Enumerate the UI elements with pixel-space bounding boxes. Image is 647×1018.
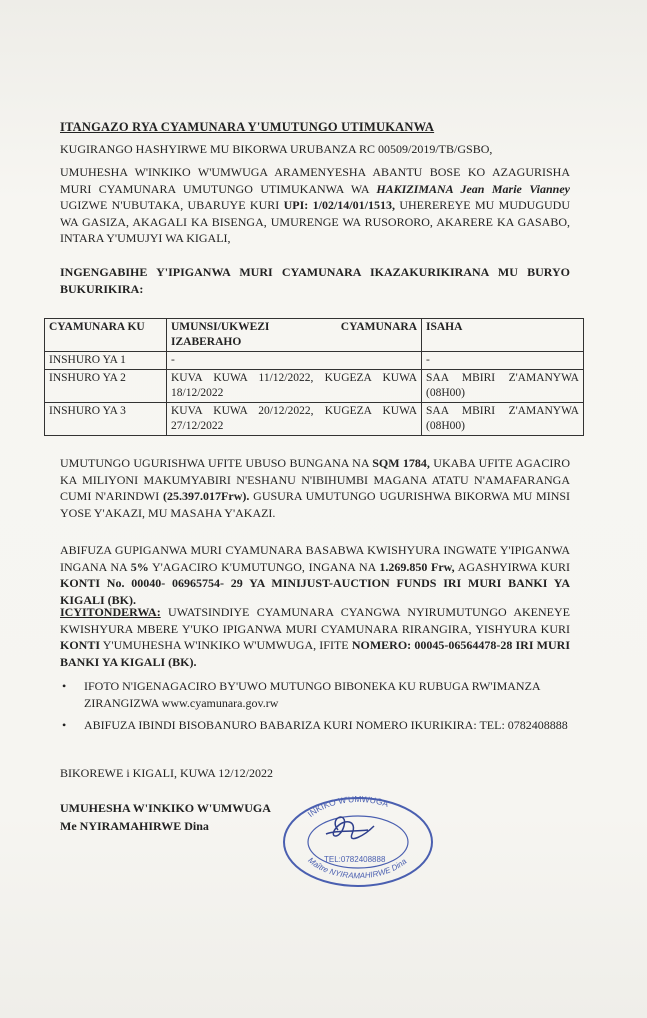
- table-cell: SAA MBIRI Z'AMANYWA (08H00): [422, 370, 584, 403]
- note-paragraph: [60, 604, 570, 670]
- stamp-top-text: INKIKO W'UMWUGA: [305, 793, 390, 820]
- col-header-date: UMUNSI/UKWEZI CYAMUNARA IZABERAHO: [167, 319, 422, 352]
- note-konti: KONTI: [60, 638, 101, 653]
- upi-number: UPI: 1/02/14/01/1513,: [283, 198, 395, 213]
- intro-text-1: UMUHESHA W'INKIKO W'UMWUGA ARAMENYESHA ABANTU BOSE KO AZAGURISHA MURI CYAMUNARA UMUTUNGO UTIMUKANWA WA: [60, 165, 570, 196]
- stamp-bottom-text: Maître NYIRAMAHIRWE Dina: [306, 855, 409, 881]
- place-and-date: BIKOREWE i KIGALI, KUWA 12/12/2022: [60, 766, 273, 780]
- intro-text-2: UGIZWE N'UBUTAKA, UBARUYE KURI: [60, 198, 280, 213]
- note-label: ICYITONDERWA:: [60, 605, 161, 619]
- list-item: • ABIFUZA IBINDI BISOBANURO BABARIZA KURI NOMERO IKURIKIRA: TEL: 0782408888: [60, 717, 580, 734]
- signatory-role: UMUHESHA W'INKIKO W'UMWUGA: [60, 801, 271, 815]
- deposit-amount: 1.269.850 Frw,: [379, 559, 455, 574]
- signatory-name: Me NYIRAMAHIRWE Dina: [60, 819, 209, 833]
- table-header-row: [45, 319, 584, 352]
- official-stamp: [278, 790, 438, 890]
- table-cell: INSHURO YA 1: [45, 352, 167, 370]
- col-header-auction: CYAMUNARA KU: [45, 319, 167, 352]
- property-text-1: UMUTUNGO UGURISHWA UFITE UBUSO BUNGANA NA: [60, 456, 369, 470]
- owner-name: HAKIZIMANA Jean Marie Vianney: [376, 181, 570, 196]
- deposit-percent: 5%: [130, 559, 149, 574]
- deposit-account: KONTI No. 00040- 06965754- 29 YA MINIJUST-AUCTION FUNDS IRI MURI BANKI YA KIGALI (BK).: [60, 576, 570, 607]
- list-item: • IFOTO N'IGENAGACIRO BY'UWO MUTUNGO BIBONEKA KU RUBUGA RW'IMANZA ZIRANGIZWA www.cyamunara.gov.rw: [60, 678, 580, 711]
- table-cell: INSHURO YA 2: [45, 370, 167, 403]
- table-cell: SAA MBIRI Z'AMANYWA (08H00): [422, 403, 584, 436]
- payment-paragraph: [60, 542, 570, 608]
- notice-title: ITANGAZO RYA CYAMUNARA Y'UMUTUNGO UTIMUKANWA: [60, 120, 435, 134]
- property-paragraph: [60, 455, 570, 521]
- table-cell: KUVA KUWA 20/12/2022, KUGEZA KUWA 27/12/2022: [167, 403, 422, 436]
- table-cell: -: [422, 352, 584, 370]
- property-value: (25.397.017Frw).: [163, 489, 250, 504]
- property-text-3: GUSURA UMUTUNGO UGURISHWA BIKORWA MU MINSI YOSE Y'AKAZI, MU MASAHA Y'AKAZI.: [60, 489, 571, 520]
- stamp-tel: TEL:0782408888: [324, 855, 386, 864]
- note-text-1: UWATSINDIYE CYAMUNARA CYANGWA NYIRUMUTUNGO AKENEYE KWISHYURA MBERE Y'UKO IPIGANWA MURI CYAMUNARA RIRANGIRA, YISHYURA KURI: [60, 605, 570, 636]
- note-account-number: NOMERO: 00045-06564478-28 IRI MURI BANKI YA KIGALI (BK).: [60, 638, 571, 669]
- case-reference: KUGIRANGO HASHYIRWE MU BIKORWA URUBANZA RC 00509/2019/TB/GSBO,: [60, 142, 493, 156]
- payment-text-1: ABIFUZA GUPIGANWA MURI CYAMUNARA BASABWA KWISHYURA INGWATE Y'IPIGANWA INGANA NA: [60, 543, 570, 574]
- property-text-2: UKABA UFITE AGACIRO KA MILIYONI MAKUMYABIRI N'ESHANU N'IBIHUMBI MAGANA ATATU N'AMAFARANGA CUMI N'ARINDWI: [60, 456, 571, 504]
- payment-text-2: Y'AGACIRO K'UMUTUNGO, INGANA NA: [151, 559, 376, 574]
- col-header-time: ISAHA: [422, 319, 584, 352]
- table-cell: INSHURO YA 3: [45, 403, 167, 436]
- table-row: [45, 403, 584, 436]
- auction-schedule-table: [44, 318, 584, 436]
- signature-scribble: [326, 817, 374, 839]
- property-area: SQM 1784,: [372, 456, 430, 470]
- table-row: [45, 370, 584, 403]
- table-cell: -: [167, 352, 422, 370]
- payment-text-3: AGASHYIRWA KURI: [457, 559, 571, 574]
- schedule-heading: INGENGABIHE Y'IPIGANWA MURI CYAMUNARA IKAZAKURIKIRANA MU BURYO BUKURIKIRA:: [60, 265, 570, 296]
- table-row: [45, 352, 584, 370]
- intro-paragraph: [60, 164, 570, 247]
- table-cell: KUVA KUWA 11/12/2022, KUGEZA KUWA 18/12/2022: [167, 370, 422, 403]
- note-text-2: Y'UMUHESHA W'INKIKO W'UMWUGA, IFITE: [102, 638, 349, 653]
- intro-text-3: UHEREREYE MU MUDUGUDU WA GASIZA, AKAGALI KA BISENGA, UMURENGE WA RUSORORO, AKARERE KA GASABO, INTARA Y'UMUJYI WA KIGALI,: [60, 198, 571, 246]
- info-bullet-list: [60, 678, 580, 740]
